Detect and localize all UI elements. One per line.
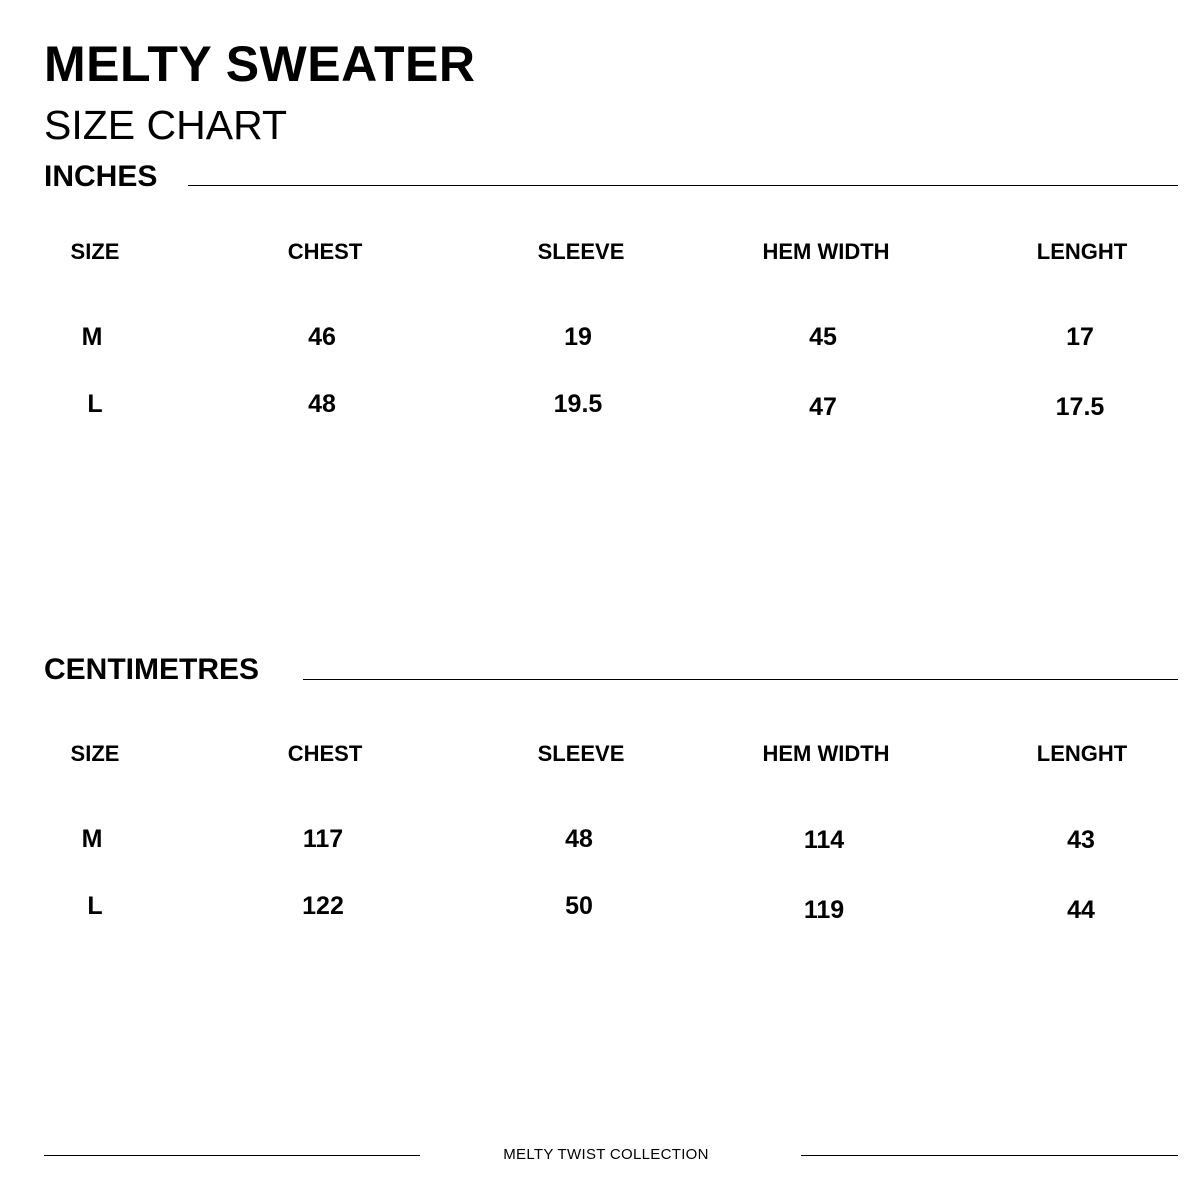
centimetres-l-chest: 122 [302,892,344,920]
centimetres-m-sleeve: 48 [565,825,593,853]
centimetres-col-hem-width: HEM WIDTH [762,741,890,766]
centimetres-divider [303,679,1178,680]
size-chart-subtitle: SIZE CHART [44,102,287,148]
centimetres-l-hem-width: 119 [803,896,845,924]
inches-m-hem-width: 45 [809,323,837,351]
inches-m-chest: 46 [308,323,336,351]
inches-col-length: LENGHT [1036,239,1128,264]
inches-l-size: L [87,390,103,418]
inches-col-size: SIZE [70,239,120,264]
centimetres-m-size: M [81,825,103,853]
footer-collection-label: MELTY TWIST COLLECTION [503,1146,709,1163]
centimetres-m-chest: 117 [302,825,344,853]
inches-col-sleeve: SLEEVE [537,239,625,264]
centimetres-l-length: 44 [1067,896,1095,924]
inches-m-size: M [81,323,103,351]
inches-m-sleeve: 19 [564,323,592,351]
centimetres-m-length: 43 [1067,826,1095,854]
centimetres-col-size: SIZE [70,741,120,766]
centimetres-col-sleeve: SLEEVE [537,741,625,766]
inches-divider [188,185,1178,186]
inches-l-hem-width: 47 [809,393,837,421]
centimetres-col-length: LENGHT [1036,741,1128,766]
inches-l-length: 17.5 [1055,393,1105,421]
inches-m-length: 17 [1066,323,1094,351]
centimetres-m-hem-width: 114 [803,826,845,854]
inches-l-sleeve: 19.5 [553,390,603,418]
inches-heading: INCHES [44,160,158,193]
product-title: MELTY SWEATER [44,36,476,92]
centimetres-col-chest: CHEST [287,741,363,766]
footer-divider-left [44,1155,420,1156]
inches-col-hem-width: HEM WIDTH [762,239,890,264]
inches-l-chest: 48 [308,390,336,418]
centimetres-l-size: L [87,892,103,920]
footer-divider-right [801,1155,1178,1156]
inches-col-chest: CHEST [287,239,363,264]
centimetres-l-sleeve: 50 [565,892,593,920]
centimetres-heading: CENTIMETRES [44,653,260,686]
